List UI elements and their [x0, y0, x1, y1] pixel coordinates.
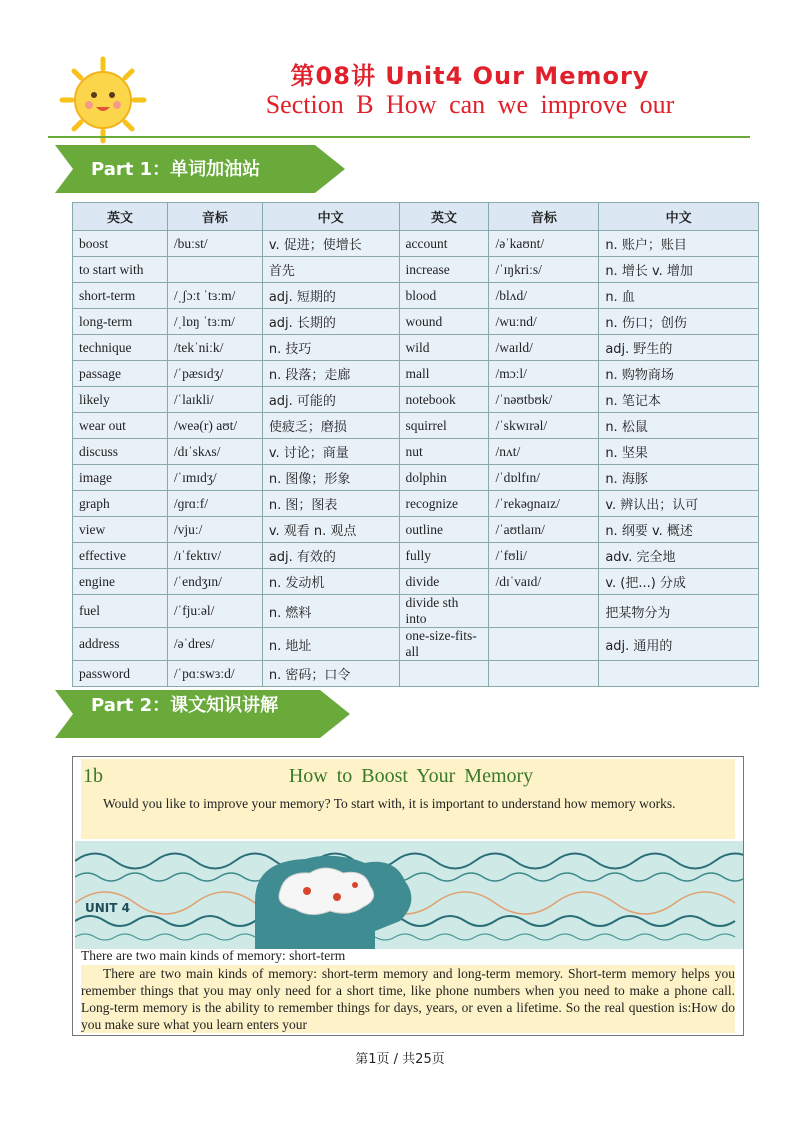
lesson-number: 1b	[83, 765, 103, 787]
cell-word-en: blood	[399, 283, 489, 309]
cell-phonetic: /wuːnd/	[489, 309, 599, 335]
cell-meaning-zh: n. 段落；走廊	[262, 361, 399, 387]
cell-word-en: to start with	[73, 257, 168, 283]
cell-word-en	[399, 661, 489, 687]
cell-phonetic: /ˈpɑːswɜːd/	[167, 661, 262, 687]
cell-word-en: engine	[73, 569, 168, 595]
cell-meaning-zh: adj. 短期的	[262, 283, 399, 309]
unit-label: UNIT 4	[85, 901, 130, 915]
cell-meaning-zh: n. 增长 v. 增加	[599, 257, 759, 283]
cell-phonetic: /əˈdres/	[167, 628, 262, 661]
cell-word-en: address	[73, 628, 168, 661]
cell-phonetic: /dɪˈskʌs/	[167, 439, 262, 465]
cell-meaning-zh: n. 笔记本	[599, 387, 759, 413]
cell-meaning-zh: n. 发动机	[262, 569, 399, 595]
header-chinese: 中文	[599, 203, 759, 231]
cell-phonetic: /vjuː/	[167, 517, 262, 543]
part1-banner	[55, 145, 345, 193]
table-row	[73, 309, 759, 335]
cell-word-en: wear out	[73, 413, 168, 439]
cell-phonetic: /ɪˈfektɪv/	[167, 543, 262, 569]
cell-meaning-zh: n. 账户；账目	[599, 231, 759, 257]
cell-phonetic: /ɡrɑːf/	[167, 491, 262, 517]
cell-meaning-zh: n. 地址	[262, 628, 399, 661]
cell-word-en: short-term	[73, 283, 168, 309]
cell-phonetic: /ˈnəʊtbʊk/	[489, 387, 599, 413]
cell-phonetic: /ˌʃɔːt ˈtɜːm/	[167, 283, 262, 309]
page-subtitle: Section B How can we improve our	[265, 90, 675, 119]
table-row	[73, 413, 759, 439]
cell-meaning-zh: n. 坚果	[599, 439, 759, 465]
cell-word-en: effective	[73, 543, 168, 569]
cell-word-en: passage	[73, 361, 168, 387]
cell-word-en: boost	[73, 231, 168, 257]
cell-meaning-zh: adv. 完全地	[599, 543, 759, 569]
cell-phonetic: /buːst/	[167, 231, 262, 257]
table-row	[73, 257, 759, 283]
image-caption: There are two main kinds of memory: short-term	[81, 948, 346, 963]
cell-phonetic	[167, 257, 262, 283]
page-number: 第1页 / 共25页	[355, 1052, 445, 1067]
cell-phonetic: /ˈɪmɪdʒ/	[167, 465, 262, 491]
cell-word-en: divide	[399, 569, 489, 595]
cell-word-en: outline	[399, 517, 489, 543]
header-divider	[48, 136, 750, 138]
cell-meaning-zh: v. 讨论；商量	[262, 439, 399, 465]
cell-phonetic: /ˈlaɪkli/	[167, 387, 262, 413]
cell-word-en: long-term	[73, 309, 168, 335]
cell-word-en: fuel	[73, 595, 168, 628]
header-phonetic: 音标	[167, 203, 262, 231]
cell-word-en: notebook	[399, 387, 489, 413]
cell-phonetic: /waɪld/	[489, 335, 599, 361]
cell-phonetic: /əˈkaʊnt/	[489, 231, 599, 257]
memory-waves-image	[75, 841, 743, 949]
cell-meaning-zh: n. 海豚	[599, 465, 759, 491]
table-row	[73, 439, 759, 465]
cell-meaning-zh: 使疲乏；磨损	[262, 413, 399, 439]
part1-label: Part 1：单词加油站	[91, 159, 261, 180]
table-row	[73, 517, 759, 543]
cell-phonetic: /ˈaʊtlaɪn/	[489, 517, 599, 543]
cell-meaning-zh: n. 伤口；创伤	[599, 309, 759, 335]
cell-phonetic: /dɪˈvaɪd/	[489, 569, 599, 595]
cell-phonetic: /ˈɪŋkriːs/	[489, 257, 599, 283]
cell-phonetic	[489, 661, 599, 687]
cell-word-en: graph	[73, 491, 168, 517]
cell-phonetic: /ˌlɒŋ ˈtɜːm/	[167, 309, 262, 335]
table-row	[73, 283, 759, 309]
cell-phonetic: /tekˈniːk/	[167, 335, 262, 361]
table-row	[73, 335, 759, 361]
cell-meaning-zh: n. 纲要 v. 概述	[599, 517, 759, 543]
cell-word-en: dolphin	[399, 465, 489, 491]
cell-phonetic: /weə(r) aʊt/	[167, 413, 262, 439]
table-row	[73, 491, 759, 517]
sun-mascot-icon	[58, 55, 148, 145]
cell-word-en: view	[73, 517, 168, 543]
cell-word-en: nut	[399, 439, 489, 465]
header-english: 英文	[73, 203, 168, 231]
cell-meaning-zh: adj. 野生的	[599, 335, 759, 361]
cell-word-en: increase	[399, 257, 489, 283]
cell-meaning-zh: n. 血	[599, 283, 759, 309]
cell-meaning-zh: 首先	[262, 257, 399, 283]
cell-word-en: wound	[399, 309, 489, 335]
cell-meaning-zh: v. 观看 n. 观点	[262, 517, 399, 543]
cell-phonetic	[489, 628, 599, 661]
reading-box	[72, 756, 744, 1036]
header-chinese: 中文	[262, 203, 399, 231]
part2-label: Part 2：课文知识讲解	[91, 695, 279, 716]
reading-header	[81, 759, 735, 795]
cell-word-en: mall	[399, 361, 489, 387]
table-row	[73, 661, 759, 687]
cell-meaning-zh: n. 图像；形象	[262, 465, 399, 491]
cell-meaning-zh	[599, 661, 759, 687]
cell-phonetic: /ˈfjuːəl/	[167, 595, 262, 628]
cell-meaning-zh: n. 技巧	[262, 335, 399, 361]
table-row	[73, 231, 759, 257]
body-paragraph: There are two main kinds of memory: short-term memory and long-term memory. Short-term memory helps you remember things that you may only need for a short time, like phone numbers when you need to make a phone call. Long-term memory is the ability to remember things for days, years, or even a lifetime. So the real question is:How do you make sure what you learn enters your	[81, 966, 735, 1032]
table-row	[73, 543, 759, 569]
table-row	[73, 361, 759, 387]
header-english: 英文	[399, 203, 489, 231]
cell-meaning-zh: adj. 有效的	[262, 543, 399, 569]
cell-meaning-zh: n. 购物商场	[599, 361, 759, 387]
cell-meaning-zh: 把某物分为	[599, 595, 759, 628]
cell-phonetic: /blʌd/	[489, 283, 599, 309]
table-row	[73, 628, 759, 661]
table-row	[73, 465, 759, 491]
intro-paragraph: Would you like to improve your memory? To start with, it is important to understand how memory works.	[81, 795, 735, 839]
cell-meaning-zh: adj. 长期的	[262, 309, 399, 335]
cell-word-en: wild	[399, 335, 489, 361]
cell-phonetic: /nʌt/	[489, 439, 599, 465]
cell-word-en: fully	[399, 543, 489, 569]
cell-word-en: account	[399, 231, 489, 257]
cell-word-en: one-size-fits-all	[399, 628, 489, 661]
table-row	[73, 387, 759, 413]
cell-phonetic: /ˈpæsɪdʒ/	[167, 361, 262, 387]
cell-phonetic: /ˈskwɪrəl/	[489, 413, 599, 439]
cell-phonetic: /ˈfʊli/	[489, 543, 599, 569]
part2-banner	[55, 690, 345, 738]
cell-meaning-zh: n. 燃料	[262, 595, 399, 628]
cell-meaning-zh: adj. 可能的	[262, 387, 399, 413]
cell-meaning-zh: n. 松鼠	[599, 413, 759, 439]
cell-meaning-zh: v. 辨认出；认可	[599, 491, 759, 517]
cell-phonetic: /ˈdɒlfɪn/	[489, 465, 599, 491]
cell-phonetic: /ˈrekəɡnaɪz/	[489, 491, 599, 517]
cell-phonetic: /mɔːl/	[489, 361, 599, 387]
page-title: 第08讲 Unit4 Our Memory	[290, 62, 650, 90]
table-row	[73, 569, 759, 595]
cell-word-en: discuss	[73, 439, 168, 465]
vocab-table	[72, 202, 759, 687]
cell-phonetic: /ˈendʒɪn/	[167, 569, 262, 595]
cell-word-en: squirrel	[399, 413, 489, 439]
cell-meaning-zh: adj. 通用的	[599, 628, 759, 661]
header-phonetic: 音标	[489, 203, 599, 231]
reading-title: How to Boost Your Memory	[288, 765, 534, 787]
cell-word-en: recognize	[399, 491, 489, 517]
table-header-row	[73, 203, 759, 231]
cell-word-en: password	[73, 661, 168, 687]
cell-word-en: divide sth into	[399, 595, 489, 628]
cell-meaning-zh: v. 促进；使增长	[262, 231, 399, 257]
cell-word-en: technique	[73, 335, 168, 361]
cell-meaning-zh: n. 密码；口令	[262, 661, 399, 687]
table-row	[73, 595, 759, 628]
cell-word-en: likely	[73, 387, 168, 413]
cell-meaning-zh: n. 图；图表	[262, 491, 399, 517]
cell-meaning-zh: v. (把...) 分成	[599, 569, 759, 595]
cell-phonetic	[489, 595, 599, 628]
cell-word-en: image	[73, 465, 168, 491]
